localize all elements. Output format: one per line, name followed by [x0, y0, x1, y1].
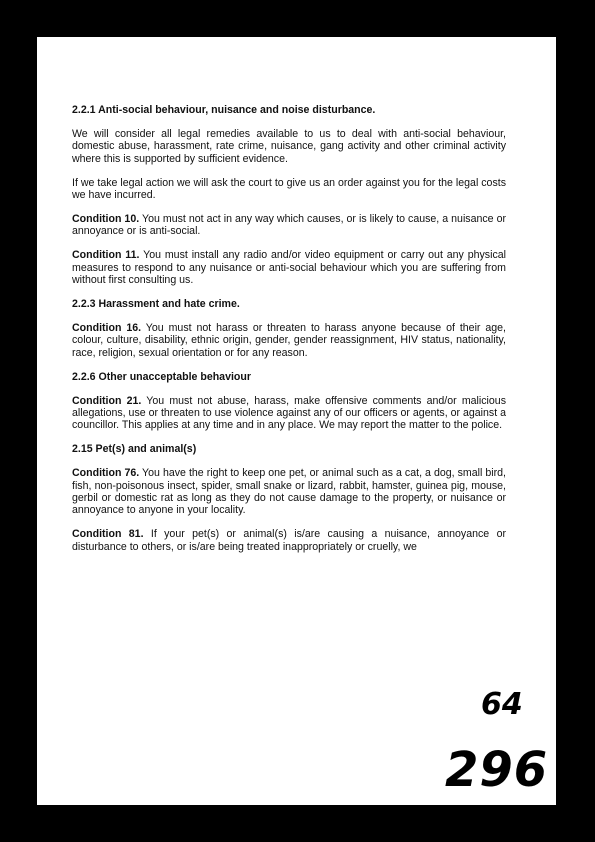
condition-label: Condition 81. [72, 528, 144, 541]
handwritten-page-number: 64 [481, 687, 523, 722]
condition-label: Condition 11. [72, 249, 140, 262]
condition-text: You must not harass or threaten to harass anyone because of their age, colour, culture, disability, ethnic origin, gender, gender reassignment, HIV status, nationality, race, religion, sexual orientation or for any reason. [72, 321, 506, 359]
paragraph-text: If we take legal action we will ask the court to give us an order against you for the legal costs we have incurred. [72, 176, 506, 202]
condition-label: Condition 76. [72, 467, 140, 480]
section-heading-pets: 2.15 Pet(s) and animal(s) [72, 443, 197, 456]
document-page [37, 37, 556, 805]
condition-81 [72, 528, 506, 553]
paragraph-legal-remedies [72, 128, 506, 165]
condition-16 [72, 322, 506, 359]
condition-label: Condition 21. [72, 394, 142, 407]
condition-text: You must install any radio and/or video equipment or carry out any physical measures to respond to any nuisance or anti-social behaviour which you are suffering from without first consulting us. [72, 249, 506, 287]
condition-11 [72, 249, 506, 286]
condition-10 [72, 213, 506, 238]
condition-21 [72, 395, 506, 432]
document-body [72, 104, 506, 565]
section-heading-harassment: 2.2.3 Harassment and hate crime. [72, 297, 240, 310]
section-heading-anti-social: 2.2.1 Anti-social behaviour, nuisance and noise disturbance. [72, 104, 376, 116]
section-heading-other-behaviour: 2.2.6 Other unacceptable behaviour [72, 370, 251, 383]
condition-text: You must not abuse, harass, make offensive comments and/or malicious allegations, use or threaten to use violence against any of our officers or agents, or against a councillor. This applies at any time and in any place. We may report the matter to the police. [72, 394, 506, 432]
condition-label: Condition 10. [72, 212, 140, 225]
condition-text: If your pet(s) or animal(s) is/are causing a nuisance, annoyance or disturbance to others, or is/are being treated inappropriately or cruelly, we [72, 528, 506, 553]
condition-text: You must not act in any way which causes, or is likely to cause, a nuisance or annoyance or is anti-social. [72, 212, 506, 238]
handwritten-document-number: 296 [445, 742, 549, 798]
condition-76 [72, 467, 506, 517]
paragraph-text: We will consider all legal remedies available to us to deal with anti-social behaviour, domestic abuse, harassment, rate crime, nuisance, gang activity and other criminal activity where this is supported by sufficient evidence. [72, 127, 506, 165]
condition-label: Condition 16. [72, 321, 142, 334]
condition-text: You have the right to keep one pet, or animal such as a cat, a dog, small bird, fish, non-poisonous insect, spider, small snake or lizard, rabbit, hamster, guinea pig, mouse, gerbil or domestic rat as long as they do not cause damage to the property, or nuisance or annoyance to anyone in your locality. [72, 467, 506, 517]
paragraph-legal-costs [72, 177, 506, 202]
